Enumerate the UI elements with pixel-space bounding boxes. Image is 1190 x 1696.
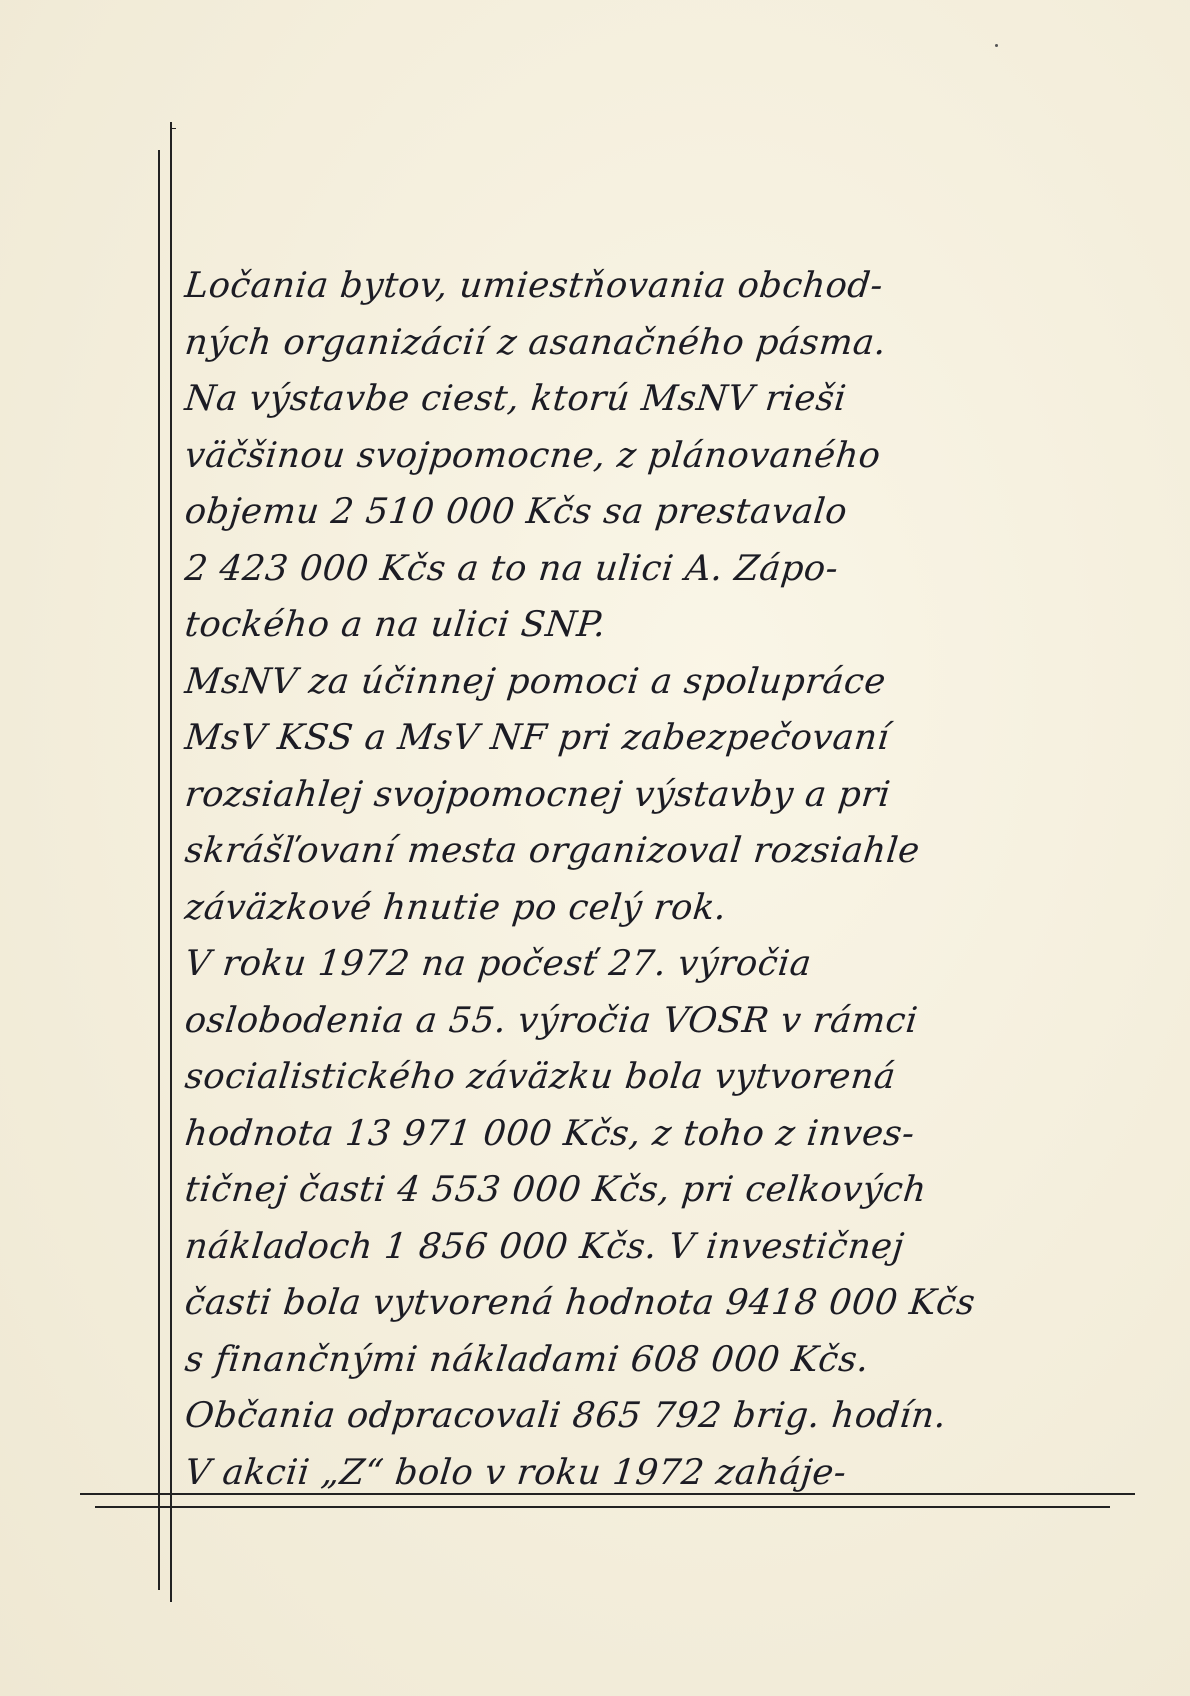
text-line: väčšinou svojpomocne, z plánovaného bbox=[182, 434, 883, 476]
text-line: s finančnými nákladami 608 000 Kčs. bbox=[182, 1338, 872, 1380]
text-line: tičnej časti 4 553 000 Kčs, pri celkových bbox=[182, 1169, 929, 1210]
text-line: MsNV za účinnej pomoci a spolupráce bbox=[182, 660, 888, 702]
bottom-rule-lower bbox=[95, 1506, 1110, 1508]
text-line: skrášľovaní mesta organizoval rozsiahle bbox=[182, 830, 922, 871]
text-line: Občania odpracovali 865 792 brig. hodín. bbox=[182, 1395, 949, 1436]
handwritten-text bbox=[182, 258, 1085, 1501]
text-line: MsV KSS a MsV NF pri zabezpečovaní bbox=[182, 717, 892, 758]
text-line: Ločania bytov, umiestňovania obchod- bbox=[182, 265, 886, 306]
margin-tick-top bbox=[170, 128, 176, 129]
margin-rule-left-outer bbox=[158, 150, 160, 1590]
text-line: oslobodenia a 55. výročia VOSR v rámci bbox=[182, 999, 920, 1041]
text-line: V roku 1972 na počesť 27. výročia bbox=[182, 943, 814, 984]
text-line: rozsiahlej svojpomocnej výstavby a pri bbox=[182, 773, 893, 815]
text-line: hodnota 13 971 000 Kčs, z toho z inves- bbox=[182, 1112, 917, 1154]
text-line: V akcii „Z“ bolo v roku 1972 zaháje- bbox=[182, 1451, 849, 1493]
text-line: ných organizácií z asanačného pásma. bbox=[182, 321, 889, 363]
text-line: časti bola vytvorená hodnota 9418 000 Kčs bbox=[182, 1282, 978, 1323]
text-line: tockého a na ulici SNP. bbox=[182, 604, 608, 645]
text-line: 2 423 000 Kčs a to na ulici A. Zápo- bbox=[182, 547, 841, 589]
text-line: nákladoch 1 856 000 Kčs. V investičnej bbox=[182, 1225, 907, 1267]
text-line: objemu 2 510 000 Kčs sa prestavalo bbox=[182, 491, 850, 532]
paper-speck bbox=[995, 44, 998, 47]
text-line: záväzkové hnutie po celý rok. bbox=[182, 886, 729, 928]
text-line: socialistického záväzku bola vytvorená bbox=[182, 1056, 898, 1097]
margin-rule-left-inner bbox=[170, 122, 172, 1602]
text-line: Na výstavbe ciest, ktorú MsNV rieši bbox=[182, 378, 849, 419]
